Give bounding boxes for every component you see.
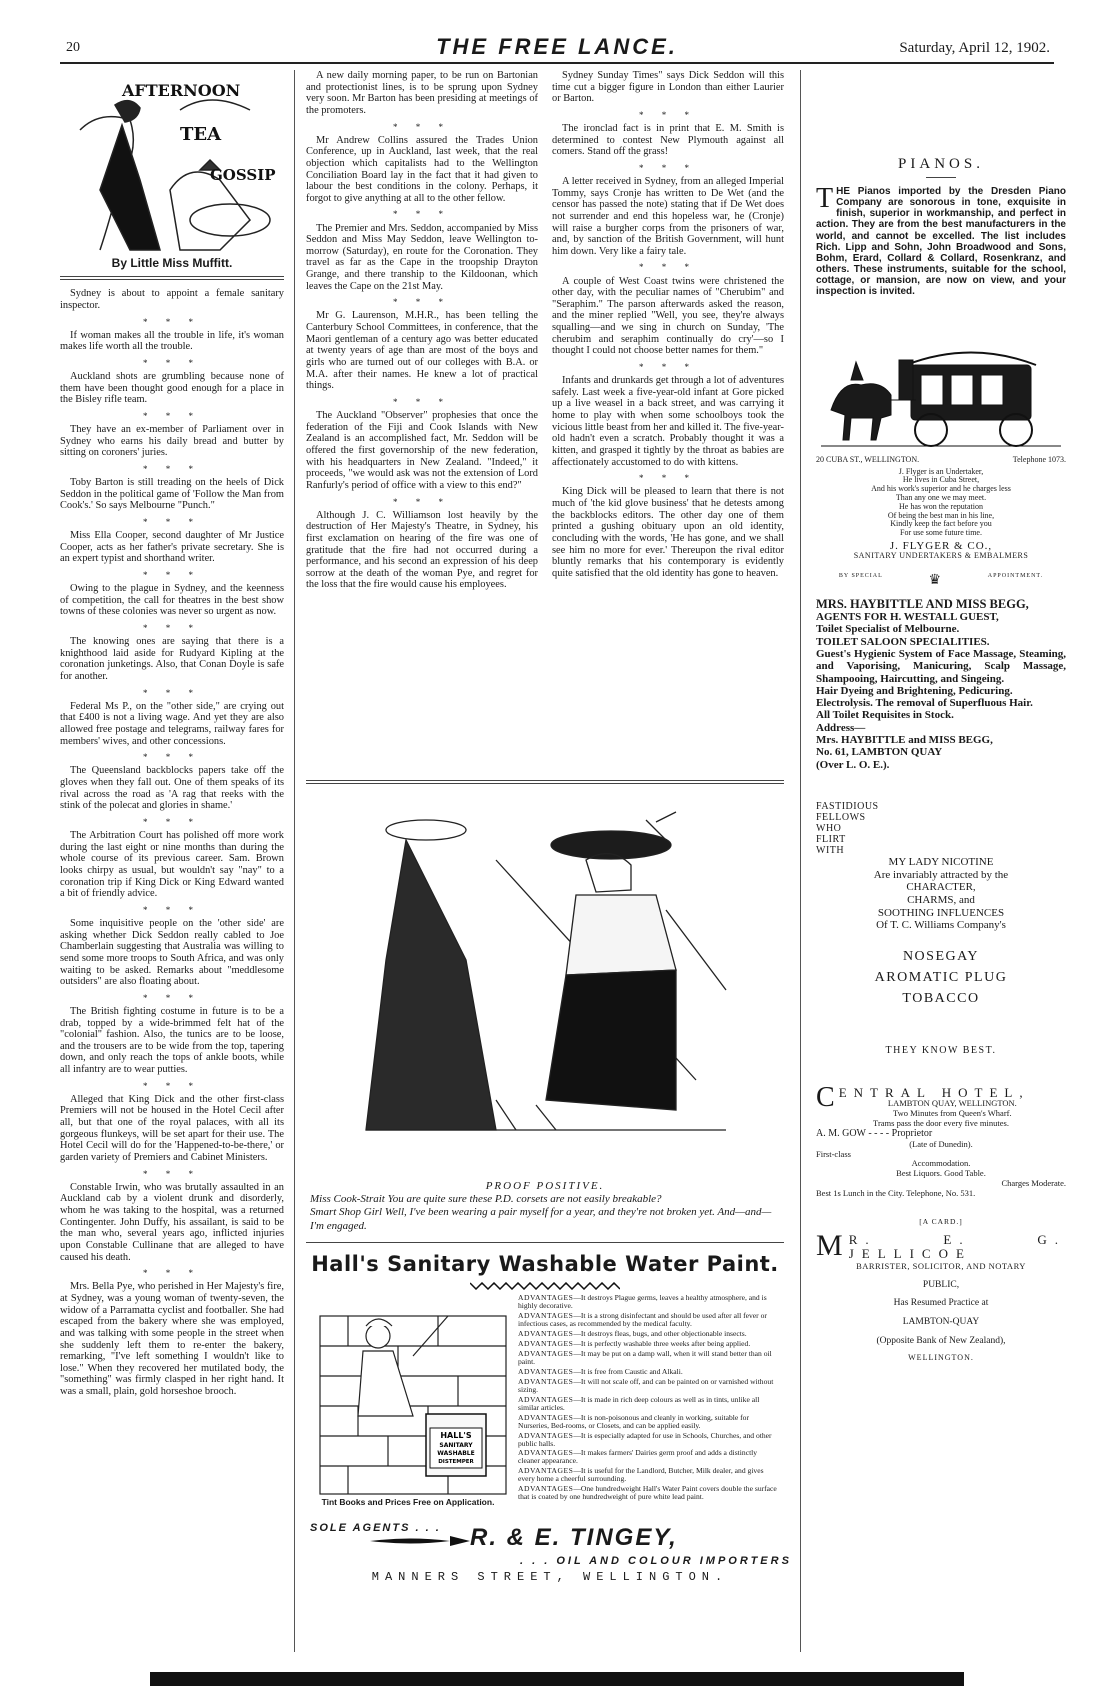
flyger-name: J. FLYGER & CO., <box>889 540 993 552</box>
paragraph: If woman makes all the trouble in life, it's woman makes life worth all the trouble. <box>60 329 284 353</box>
paragraph: Sydney Sunday Times" says Dick Seddon will this time cut a bigger figure in London than either Laurier or Barton. <box>552 70 784 105</box>
paragraph: The ironclad fact is in print that E. M. Smith is determined to contest New Plymouth against all comers. Stand off the grass! <box>552 123 784 158</box>
advantage-item: ADVANTAGES—It is non-poisonous and cleanly in working, suitable for Nurseries, Bed-rooms, or Closets, and can be applied easily. <box>518 1412 749 1430</box>
haybittle-heading: MRS. HAYBITTLE AND MISS BEGG, <box>816 596 1029 611</box>
tin-label-distemper: DISTEMPER <box>438 1459 474 1465</box>
paint-ad-title: Hall's Sanitary Washable Water Paint. <box>311 1252 779 1276</box>
paragraph: A new daily morning paper, to be run on Bartonian and protectionist lines, is to be sprung upon Sydney very soon. Mr Barton has been presiding at meetings of the promoters. <box>306 70 538 116</box>
text-line: Are invariably attracted by the <box>873 868 1009 881</box>
star-separator: * * * <box>143 570 201 581</box>
central-line-2: Two Minutes from Queen's Wharf. <box>893 1107 1012 1118</box>
pianos-dropcap: T <box>816 182 834 214</box>
jellicoe-titles: BARRISTER, SOLICITOR, AND NOTARY <box>856 1260 1026 1271</box>
column3-paragraphs <box>552 70 784 579</box>
agent-address: MANNERS STREET, WELLINGTON. <box>371 1570 729 1584</box>
star-separator: * * * <box>639 162 697 173</box>
text-line: Kindly keep the fact before you <box>890 519 992 529</box>
star-separator: * * * <box>143 1168 201 1179</box>
jellicoe-name-text: R. E. G. JELLICOE <box>848 1231 1066 1262</box>
advantage-item: ADVANTAGES—It is made in rich deep colours as well as in tints, unlike all similar articles. <box>518 1394 760 1412</box>
text-line: He has won the reputation <box>899 501 983 511</box>
pianos-text-block <box>816 182 1066 298</box>
flyger-address: 20 CUBA ST., WELLINGTON. <box>816 454 920 464</box>
text-line: FASTIDIOUS <box>816 801 879 812</box>
central-title: ENTRAL HOTEL, <box>838 1085 1030 1101</box>
text-line: J. Flyger is an Undertaker, <box>898 466 984 476</box>
column2-paragraphs <box>306 70 538 591</box>
central-charges: Charges Moderate. <box>1001 1177 1066 1188</box>
central-first-class: First-class <box>816 1148 851 1159</box>
text-line: SOOTHING INFLUENCES <box>877 906 1005 919</box>
tobacco-tagline: THEY KNOW BEST. <box>885 1044 997 1056</box>
page-header <box>60 34 1054 64</box>
jellicoe-opposite: (Opposite Bank of New Zealand), <box>876 1335 1006 1346</box>
star-separator: * * * <box>143 817 201 827</box>
advantages-list <box>518 1294 780 1503</box>
art-word-gossip: GOSSIP <box>210 166 276 184</box>
text-line: No. 61, LAMBTON QUAY <box>816 746 943 759</box>
afternoon-tea-gossip-illustration <box>60 70 284 254</box>
paragraph: Mr G. Laurenson, M.H.R., has been telling the Canterbury School Committees, in conference, that the Maori gentleman of a century ago was better educated at twenty years of age than are most of the boys and girls who are turned out of our colleges with B.A. or M.A. after their names. He knew a lot of practical things. <box>306 310 538 392</box>
column-divider <box>294 70 295 1652</box>
advantage-item: ADVANTAGES—It may be put on a damp wall, when it will stand better than oil paint. <box>518 1348 772 1366</box>
star-separator: * * * <box>639 262 697 273</box>
paragraph: Miss Ella Cooper, second daughter of Mr Justice Cooper, acts as her father's private secretary. She is an expert typist and shorthand writer. <box>60 530 284 565</box>
text-line: Hair Dyeing and Brightening, Pedicuring. <box>816 684 1013 697</box>
paragraph: The Auckland "Observer" prophesies that once the federation of the Fiji and Cook Islands with New Zealand is an accomplished fact, Mr. Seddon will be offered the first governorship of the new federation, with his headquarters in New Zealand. "Indeed," it proceeds, "we would ask was not the extension of Lord Ranfurly's period of office with a view to this end?" <box>306 410 538 491</box>
advantage-item: ADVANTAGES—It is especially adapted for use in Schools, Churches, and other public halls. <box>518 1430 772 1448</box>
central-line-3: Trams pass the door every five minutes. <box>873 1117 1009 1128</box>
pianos-title: PIANOS. <box>898 156 984 172</box>
paragraph: Mr Andrew Collins assured the Trades Union Conference, up in Auckland, last week, that the real objection which capitalists had to the Wellington Conciliation Board lay in the fact that it had given to labour the best conditions in the colony. Perhaps, it forgot to give anything at all to the other fellow. <box>306 134 538 204</box>
paragraph: A letter received in Sydney, from an alleged Imperial Tommy, says Cronje has written to De Wet (and the censor has passed the note) stating that if De Wet does not surrender and end this hopeless war, he (Cronje) will raise a burgher corps from the prisoners of war, and, by sanction of the British Government, will hunt him down. Very like a fairy tale. <box>552 176 784 257</box>
text-line: WHO <box>816 823 842 834</box>
text-line: Address— <box>816 721 866 734</box>
text-line: TOBACCO <box>902 990 980 1006</box>
star-separator: * * * <box>143 992 201 1003</box>
proof-caption <box>310 1180 780 1233</box>
paragraph: Alleged that King Dick and the other first-class Premiers will not be housed in the Hotel Cecil after all, but that one of the royal palaces, with all its gorgeous flunkeys, will be set apart for their use. The Hotel Cecil will do for the 'Happened-to-be-there,' or garden variety of Premiers and Cabinet Ministers. <box>60 1093 284 1164</box>
paragraph: Some inquisitive people on the 'other side' are asking whether Dick Seddon really cabled to Joe Chamberlain suggesting that Australia was willing to send some more troops to South Africa, and was only waiting to be asked. Remarks about "meddlesome outsiders" are also floating about. <box>60 918 284 988</box>
agent-trade: . . . OIL AND COLOUR IMPORTERS <box>520 1555 792 1567</box>
art-word-tea: TEA <box>180 124 222 145</box>
central-late: (Late of Dunedin). <box>909 1138 973 1149</box>
nicotine-lines <box>816 869 1066 932</box>
tint-books-note: Tint Books and Prices Free on Application. <box>321 1497 495 1507</box>
gossip-paragraphs <box>60 288 284 1397</box>
jellicoe-city: WELLINGTON. <box>908 1353 974 1363</box>
paragraph: Auckland shots are grumbling because none of them have been thought good enough for a place in the Bisley rifle team. <box>60 371 284 406</box>
gossip-column <box>60 70 284 1403</box>
star-separator: * * * <box>393 209 451 220</box>
paragraph: Owing to the plague in Sydney, and the keenness of competition, the call for theatres in the best show towns of these colonies was never so urgent as now. <box>60 583 284 618</box>
advantage-item: ADVANTAGES—It makes farmers' Dairies germ proof and adds a distinctly cleaner appearance. <box>518 1448 758 1466</box>
star-separator: * * * <box>393 121 451 132</box>
text-line: TOILET SALOON SPECIALITIES. <box>816 635 990 648</box>
flyger-verse <box>816 468 1066 538</box>
paragraph: Infants and drunkards get through a lot of adventures safely. Last week a five-year-old infant at Gore picked up a live weasel in a back street, and was carrying it home to play with when some schoolboys took the vicious little beast from her and killed it. The five-year-old hadn't even a scratch. Probably thought it was a kitten, and grasped it tightly by the throat as babies are affectionately accustomed to do with kittens. <box>552 375 784 468</box>
advantage-item: ADVANTAGES—One hundredweight Hall's Water Paint covers double the surface that is coated by one hundredweight of pure white lead paint. <box>518 1484 777 1502</box>
proof-line-2: Smart Shop Girl Well, I've been wearing a pair myself for a year, and they're not broken yet. And—and—I'm engaged. <box>310 1206 772 1232</box>
jellicoe-public: PUBLIC, <box>922 1279 960 1290</box>
star-separator: * * * <box>393 297 451 308</box>
star-separator: * * * <box>143 1268 201 1279</box>
paragraph: Toby Barton is still treading on the heels of Dick Seddon in the political game of 'Follow the Man from Cook's.' So says Melbourne "Punch." <box>60 477 284 512</box>
section-rule <box>306 780 784 784</box>
star-separator: * * * <box>143 316 201 327</box>
text-line: WITH <box>816 845 845 856</box>
paragraph: The British fighting costume in future is to be a drab, topped by a wide-brimmed felt hat of the "colonial" fashion. Also, the tunics are to be loose, and the trousers are to be wide from the top, tapering down, and only reach the tops of ankle boots, while all infantry are to wear putties. <box>60 1005 284 1076</box>
star-separator: * * * <box>143 1080 201 1091</box>
news-column-3 <box>552 70 784 584</box>
text-line: (Over L. O. E.). <box>816 758 890 771</box>
text-line: FELLOWS <box>816 812 866 823</box>
title-rule <box>926 177 956 178</box>
painter-illustration <box>318 1296 508 1496</box>
advantage-item: ADVANTAGES—It is a strong disinfectant and should be used after all fever or infectious cases, as recommended by the medical faculty. <box>518 1310 767 1328</box>
paragraph: Federal Ms P., on the "other side," are crying out that £400 is not a living wage. And yet they are also allowed free postage and telegrams, railway fares for members' wives, and other concessions. <box>60 700 284 747</box>
issue-date: Saturday, April 12, 1902. <box>899 40 1050 56</box>
proof-title: PROOF POSITIVE. <box>485 1180 605 1192</box>
central-liquors: Best Liquors. Good Table. <box>896 1168 986 1179</box>
jellicoe-dropcap: M <box>816 1228 843 1262</box>
proof-positive-cartoon <box>346 800 766 1180</box>
advantage-item: ADVANTAGES—It destroys Plague germs, leaves a healthy atmosphere, and is highly decorative. <box>518 1293 767 1310</box>
pointing-arrow-icon <box>370 1534 470 1548</box>
star-separator: * * * <box>143 687 201 698</box>
jellicoe-name <box>816 1228 1066 1262</box>
advantage-item: ADVANTAGES—It is free from Caustic and Alkali. <box>518 1366 683 1376</box>
jellicoe-ad <box>816 1218 1066 1363</box>
hearse-carriage-illustration <box>821 340 1061 450</box>
paragraph: They have an ex-member of Parliament over in Sydney who earns his daily bread and butter by sitting on coroners' juries. <box>60 424 284 459</box>
flyger-address-row <box>816 456 1066 465</box>
text-line: Than any one we may meet. <box>895 493 987 503</box>
central-accommodation: Accommodation. <box>911 1158 971 1169</box>
text-line: AROMATIC PLUG <box>874 969 1008 985</box>
paragraph: The Queensland backblocks papers take off the gloves when they fall out. One of them speaks of its rival across the road as 'A rag that reeks with the stink of the polecat and glories in shame.' <box>60 765 284 812</box>
star-separator: * * * <box>393 496 451 507</box>
paragraph: Although J. C. Williamson lost heavily by the destruction of Her Majesty's Theatre, in Sydney, his first exclamation on hearing of the fire was one of gratitude that the fire had not occurred during a performance, and his second an expression of his deep sorrow at the death of the woman Pye, and regret for the loss that the fire would cause his employees. <box>306 509 538 591</box>
flyger-trade: SANITARY UNDERTAKERS & EMBALMERS <box>853 551 1029 561</box>
central-dropcap: C <box>816 1082 835 1114</box>
text-line: For use some future time. <box>900 528 982 538</box>
nicotine-ad <box>816 856 1066 932</box>
column-divider <box>800 70 801 1652</box>
advertisements-column <box>816 70 1066 1363</box>
advantage-item: ADVANTAGES—It destroys fleas, bugs, and other objectionable insects. <box>518 1328 747 1338</box>
text-line: NOSEGAY <box>902 948 980 964</box>
sole-agents: SOLE AGENTS . . . <box>310 1522 441 1534</box>
masthead: THE FREE LANCE. <box>436 34 678 59</box>
ornament-zigzag <box>470 1282 620 1290</box>
tin-label-sanitary: SANITARY <box>439 1442 473 1449</box>
text-line: Guest's Hygienic System of Face Massage, Steaming, and Vaporising, Manicuring, Scalp Massage, Shampooing, Haircutting, and Singeing. <box>816 647 1066 685</box>
jellicoe-street: LAMBTON-QUAY <box>902 1316 980 1327</box>
star-separator: * * * <box>143 464 201 475</box>
art-word-afternoon: AFTERNOON <box>122 81 241 100</box>
text-line: And his work's superior and he charges less <box>871 484 1011 494</box>
tin-label-halls: HALL'S <box>440 1431 472 1440</box>
byline: By Little Miss Muffitt. <box>111 256 233 270</box>
paragraph: King Dick will be pleased to learn that there is not much of 'the kid glove business' that he detests among the backblocks editors. The other day one of them printed a gushing obituary upon an old identity, concluding with the words, 'He has gone, and we shall see him no more for ever.' Thereupon the rival editor bluntly remarks that his contemporary is evidently quite satisfied that the old identity has gone to heaven. <box>552 486 784 579</box>
section-rule <box>306 1242 784 1243</box>
star-separator: * * * <box>639 473 697 484</box>
text-line: AGENTS FOR H. WESTALL GUEST, <box>816 610 999 623</box>
text-line: All Toilet Requisites in Stock. <box>816 709 954 722</box>
star-separator: * * * <box>143 752 201 763</box>
text-line: Mrs. HAYBITTLE and MISS BEGG, <box>816 734 993 747</box>
paragraph: Sydney is about to appoint a female sanitary inspector. <box>60 288 284 312</box>
central-line-1: LAMBTON QUAY, WELLINGTON. <box>887 1098 1017 1109</box>
paragraph: A couple of West Coast twins were christened the other day, with the peculiar names of "Cherubim" and "Seraphim." The parson afterwards asked the reason, and the miner replied "Well, you see, they're always squalling—and we sing in church on Sunday, 'The cherubim and seraphim continually do cry'—so I thought I could not choose better names for them." <box>552 275 784 357</box>
text-line: He lives in Cuba Street, <box>902 475 980 485</box>
central-proprietor: A. M. GOW - - - - Proprietor <box>816 1128 933 1140</box>
agent-name: R. & E. TINGEY, <box>470 1524 678 1551</box>
central-hotel-ad <box>816 1082 1066 1198</box>
proof-line-1: Miss Cook-Strait You are quite sure these P.D. corsets are not easily breakable? <box>310 1193 662 1206</box>
advantage-item: ADVANTAGES—It will not scale off, and can be painted on or varnished without sizing. <box>518 1376 774 1394</box>
text-line: Of T. C. Williams Company's <box>876 919 1006 932</box>
text-line: CHARMS, and <box>907 893 975 906</box>
star-separator: * * * <box>143 517 201 528</box>
advantage-item: ADVANTAGES—It is perfectly washable three weeks after being applied. <box>518 1338 751 1348</box>
advantage-item: ADVANTAGES—It is useful for the Landlord, Butcher, Milk dealer, and gives every home a cheerful surrounding. <box>518 1466 764 1484</box>
star-separator: * * * <box>143 358 201 369</box>
text-line: FLIRT <box>816 834 846 845</box>
paragraph: Constable Irwin, who was brutally assaulted in an Auckland cab by a violent drunk and disorderly, whom he was taking to the hospital, was a returned Contingenter. John Duffy, his assailant, is said to be the man who, several years ago, inflicted injuries upon Constable Cullinane that are alleged to have caused his death. <box>60 1181 284 1263</box>
text-line: Toilet Specialist of Melbourne. <box>816 623 960 636</box>
haybittle-lines <box>816 611 1066 771</box>
paragraph: The Premier and Mrs. Seddon, accompanied by Miss Seddon and Miss May Seddon, leave Wellington to-morrow (Saturday), en route for the Coronation. They travel as far as the Cape in the troopship Drayton Grange, and there tranship to the Kildoonan, which leaves the Cape on the 21st May. <box>306 222 538 292</box>
text-line: Of being the best man in his line, <box>887 510 995 520</box>
star-separator: * * * <box>143 411 201 422</box>
star-separator: * * * <box>393 396 451 407</box>
paragraph: The knowing ones are saying that there is a knighthood laid aside for Rudyard Kipling at the coronation junketings. Also, that Conan Doyle is safe for another. <box>60 636 284 683</box>
star-separator: * * * <box>143 623 201 634</box>
haybittle-ad <box>816 597 1066 771</box>
paragraph: Mrs. Bella Pye, who perished in Her Majesty's fire, at Sydney, was a young woman of twenty-seven, the widow of a Parramatta cyclist and footballer. She had escaped from the bakery where she was employed, and was talking with some people in the street when she suddenly left them to re-enter the bakery, remarking, "I've left something I wouldn't like to lose." When they recovered her mutilated body, the "something" was firmly clasped in her right hand. It was a small, plain, gold horseshoe brooch. <box>60 1281 284 1398</box>
star-separator: * * * <box>639 362 697 373</box>
byline-rule <box>60 276 284 280</box>
star-separator: * * * <box>143 904 201 915</box>
page-footer-bar <box>150 1672 964 1686</box>
flyger-phone: Telephone 1073. <box>1012 454 1066 464</box>
crest-icon: ♛ <box>928 573 943 589</box>
nicotine-fastidious <box>816 801 1066 856</box>
tin-label-washable: WASHABLE <box>437 1450 475 1457</box>
text-line: Electrolysis. The removal of Superfluous Hair. <box>816 697 1033 710</box>
paragraph: The Arbitration Court has polished off more work during the last eight or nine months than during the whole course of its previous career. Sam. Brown looks chirpy as usual, but wouldn't say "nay" to a coronation trip if King Dick or King Edward wanted a bit of friendly advice. <box>60 830 284 900</box>
jellicoe-resumed: Has Resumed Practice at <box>893 1298 989 1309</box>
appointment-left: BY SPECIAL <box>838 573 883 580</box>
pianos-body: HE Pianos imported by the Dresden Piano Company are sonorous in tone, exquisite in finish, superior in workmanship, and perfect in action. They are from the best manufacturers in the world, and cannot be excelled. The list includes Rich. Lipp and Sohn, John Broadwood and Sons, Bohm, Erard, Collard & Collard, Rosenkranz, and others. These instruments, suitable for the school, cottage, or mansion, are now on view, and your inspection is invited. <box>816 185 1066 298</box>
appointment-banner <box>816 573 1066 589</box>
star-separator: * * * <box>639 109 697 120</box>
my-lady-nicotine: MY LADY NICOTINE <box>888 856 994 868</box>
central-lunch: Best 1s Lunch in the City. Telephone, No. 531. <box>816 1187 976 1198</box>
news-column-2 <box>306 70 538 596</box>
appointment-right: APPOINTMENT. <box>987 573 1044 580</box>
text-line: CHARACTER, <box>906 881 976 894</box>
page-number: 20 <box>66 40 80 55</box>
tobacco-product <box>816 946 1066 1009</box>
jellicoe-card-label: [A CARD.] <box>919 1217 963 1227</box>
